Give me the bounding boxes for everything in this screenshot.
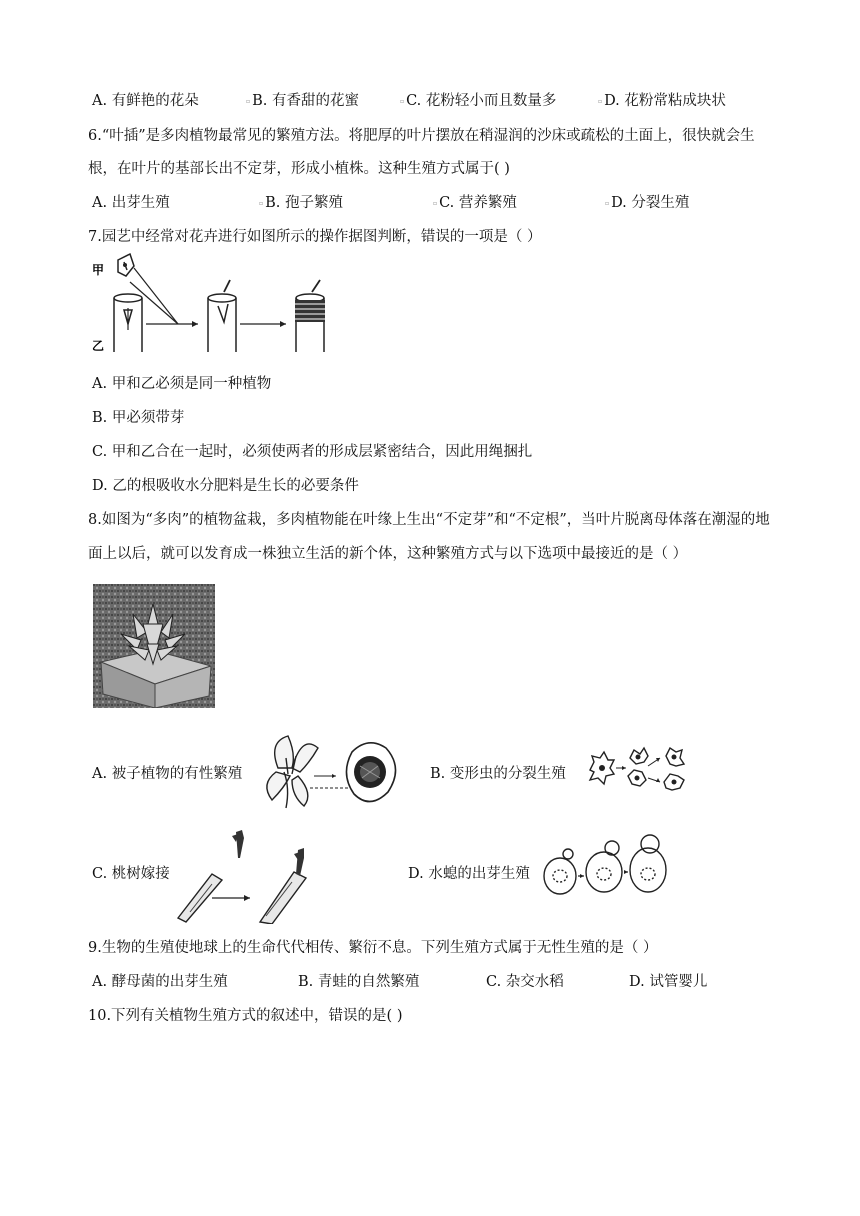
q6-option-b-text: B. 孢子繁殖 bbox=[265, 195, 343, 211]
rootstock-3-wrapped-shape bbox=[295, 280, 325, 352]
q6-option-c: ▫ C. 营养繁殖 bbox=[433, 195, 517, 211]
q8-stem-line2: 面上以后，就可以发育成一株独立生活的新个体，这种繁殖方式与以下选项中最接近的是（ ） bbox=[88, 546, 688, 562]
q5-option-b: ▫ B. 有香甜的花蜜 bbox=[246, 93, 359, 109]
q7-grafting-figure bbox=[90, 252, 330, 360]
q7-label-yi: 乙 bbox=[92, 339, 105, 353]
q5-option-c: ▫ C. 花粉轻小而且数量多 bbox=[400, 93, 557, 109]
flower-shape bbox=[267, 736, 318, 808]
rootstock-2-shape bbox=[208, 280, 236, 352]
q9-option-c: C. 杂交水稻 bbox=[486, 974, 564, 990]
amoeba-division-figure bbox=[584, 740, 688, 800]
q7-option-d: D. 乙的根吸收水分肥料是生长的必要条件 bbox=[92, 478, 359, 494]
yeast-budding-figure bbox=[540, 830, 670, 900]
q7-option-b: B. 甲必须带芽 bbox=[92, 410, 185, 426]
q8-stem-line1: 8.如图为“多肉”的植物盆栽，多肉植物能在叶缘上生出“不定芽”和“不定根”，当叶片脱离母体落在潮湿的地 bbox=[88, 512, 770, 528]
q8-option-d: D. 水螅的出芽生殖 bbox=[408, 866, 530, 882]
q5-option-d: ▫ D. 花粉常粘成块状 bbox=[598, 93, 726, 109]
q9-stem: 9.生物的生殖使地球上的生命代代相传、繁衍不息。下列生殖方式属于无性生殖的是（ ） bbox=[88, 940, 658, 956]
q8-option-c: C. 桃树嫁接 bbox=[92, 866, 170, 882]
peach-grafting-figure bbox=[172, 828, 320, 924]
q9-option-b: B. 青蛙的自然繁殖 bbox=[298, 974, 420, 990]
branch-2-shape bbox=[260, 872, 306, 924]
q5-option-a: A. 有鲜艳的花朵 bbox=[92, 93, 199, 109]
scion-cutting-shape bbox=[232, 830, 244, 858]
rootstock-1-shape bbox=[114, 294, 142, 352]
q5-option-b-text: B. 有香甜的花蜜 bbox=[252, 93, 359, 109]
q5-option-d-text: D. 花粉常粘成块状 bbox=[604, 93, 726, 109]
q7-label-jia: 甲 bbox=[92, 263, 105, 277]
q6-option-b: ▫ B. 孢子繁殖 bbox=[259, 195, 343, 211]
q6-option-d: ▫ D. 分裂生殖 bbox=[605, 195, 690, 211]
q9-option-d: D. 试管婴儿 bbox=[629, 974, 708, 990]
q7-stem: 7.园艺中经常对花卉进行如图所示的操作据图判断，错误的一项是（ ） bbox=[88, 229, 542, 245]
q7-option-c: C. 甲和乙合在一起时，必须使两者的形成层紧密结合，因此用绳捆扎 bbox=[92, 444, 533, 460]
q6-option-d-text: D. 分裂生殖 bbox=[611, 195, 690, 211]
flower-fruit-figure bbox=[258, 728, 406, 812]
succulent-photo bbox=[93, 584, 215, 708]
q6-stem-line2: 根，在叶片的基部长出不定芽，形成小植株。这种生殖方式属于( ) bbox=[88, 161, 510, 177]
fruit-seed-shape bbox=[346, 743, 395, 802]
q5-option-c-text: C. 花粉轻小而且数量多 bbox=[406, 93, 557, 109]
q6-option-c-text: C. 营养繁殖 bbox=[439, 195, 517, 211]
scion-bud-shape bbox=[118, 254, 134, 276]
q6-stem-line1: 6.“叶插”是多肉植物最常见的繁殖方法。将肥厚的叶片摆放在稍湿润的沙床或疏松的土面上，很快就会生 bbox=[88, 128, 755, 144]
q8-option-b: B. 变形虫的分裂生殖 bbox=[430, 766, 566, 782]
q7-option-a: A. 甲和乙必须是同一种植物 bbox=[92, 376, 272, 392]
q10-stem: 10.下列有关植物生殖方式的叙述中，错误的是( ) bbox=[88, 1008, 403, 1024]
q6-option-a: A. 出芽生殖 bbox=[92, 195, 170, 211]
q8-option-a: A. 被子植物的有性繁殖 bbox=[92, 766, 243, 782]
q9-option-a: A. 酵母菌的出芽生殖 bbox=[92, 974, 228, 990]
